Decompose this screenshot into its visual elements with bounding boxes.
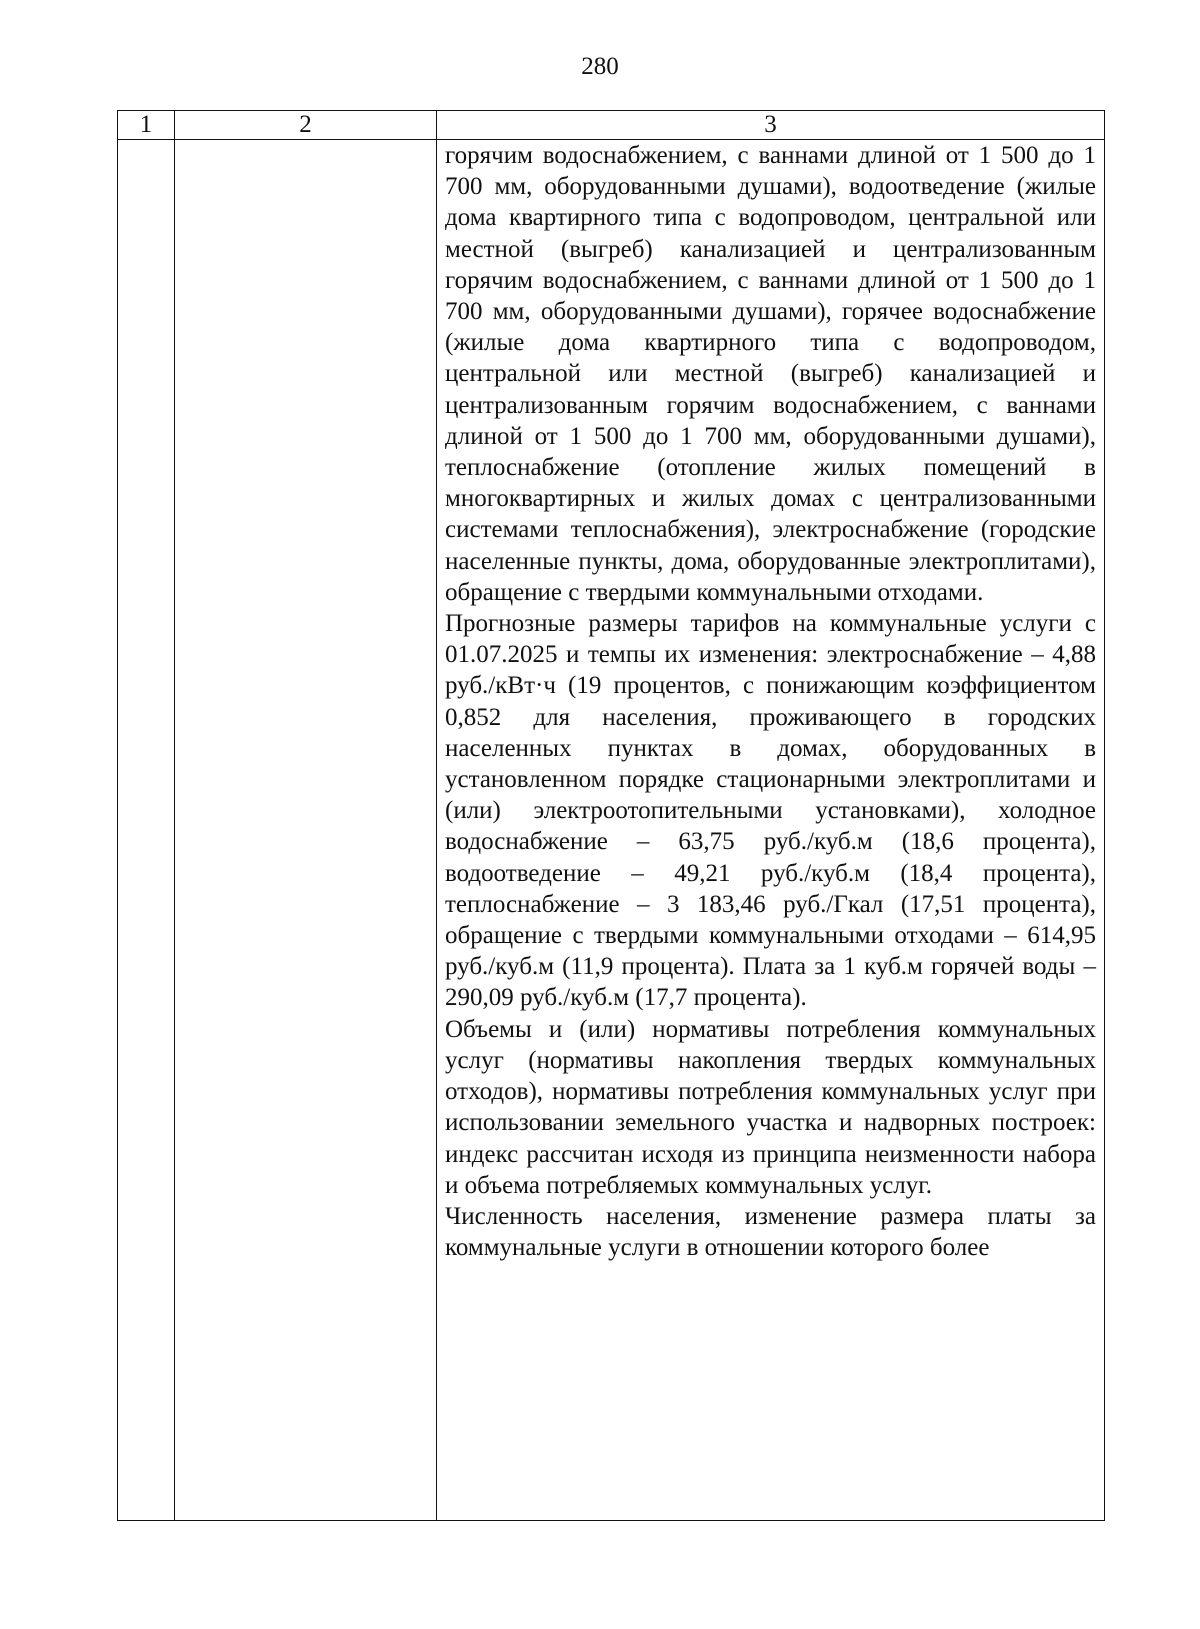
table-row: [118, 140, 1105, 1521]
column-header-2: 2: [175, 111, 437, 140]
table-cell-col2: [175, 140, 437, 1521]
paragraph-population: Численность населения, изменение размера платы за коммунальные услуги в отношении которого более: [445, 1202, 1096, 1262]
table-cell-col3: [437, 140, 1105, 1521]
paragraph-consumption-norms: Объемы и (или) нормативы потребления коммунальных услуг (нормативы накопления твердых коммунальных отходов), нормативы потребления коммунальных услуг при использовании земельного участка и надворных построек: индекс рассчитан исходя из принципа неизменности набора и объема потребляемых коммунальных услуг.: [445, 1015, 1096, 1199]
table-cell-col1: [118, 140, 175, 1521]
paragraph-utilities-list: горячим водоснабжением, с ваннами длиной от 1 500 до 1 700 мм, оборудованными душами), водоотведение (жилые дома квартирного типа с водопроводом, центральной или местной (выгреб) канализацией и централизованным горячим водоснабжением, с ваннами длиной от 1 500 до 1 700 мм, оборудованными душами), горячее водоснабжение (жилые дома квартирного типа с водопроводом, центральной или местной (выгреб) канализацией и централизованным горячим водоснабжением, с ваннами длиной от 1 500 до 1 700 мм, оборудованными душами), теплоснабжение (отопление жилых помещений в многоквартирных и жилых домах с централизованными системами теплоснабжения), электроснабжение (городские населенные пункты, дома, оборудованные электроплитами), обращение с твердыми коммунальными отходами.: [445, 142, 1096, 606]
table-header-row: [118, 111, 1105, 140]
document-table: [117, 110, 1105, 1521]
paragraph-tariffs: Прогнозные размеры тарифов на коммунальные услуги с 01.07.2025 и темпы их изменения: электроснабжение – 4,88 руб./кВт·ч (19 процентов, с понижающим коэффициентом 0,852 для населения, проживающего в городских населенных пунктах в домах, оборудованных в установленном порядке стационарными электроплитами и (или) электроотопительными установками), холодное водоснабжение – 63,75 руб./куб.м (18,6 процента), водоотведение – 49,21 руб./куб.м (18,4 процента), теплоснабжение – 3 183,46 руб./Гкал (17,51 процента), обращение с твердыми коммунальными отходами – 614,95 руб./куб.м (11,9 процента). Плата за 1 куб.м горячей воды – 290,09 руб./куб.м (17,7 процента).: [445, 610, 1096, 1012]
page-number: 280: [581, 53, 619, 80]
column-header-3: 3: [437, 111, 1105, 140]
column-header-1: 1: [118, 111, 175, 140]
